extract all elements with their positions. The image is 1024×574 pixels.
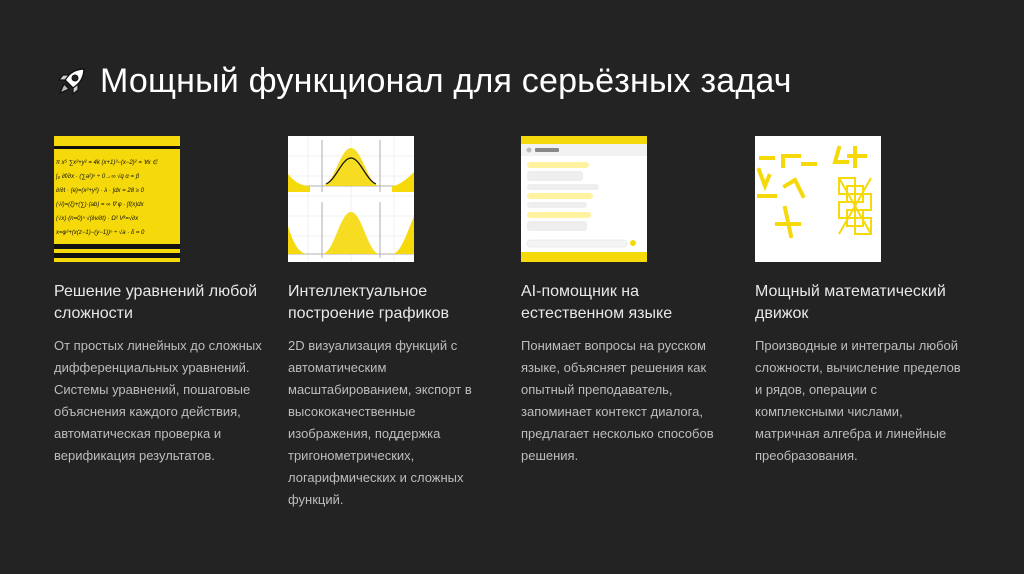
page-title: Мощный функционал для серьёзных задач — [100, 62, 792, 100]
graphs-thumbnail — [288, 136, 414, 262]
svg-text:x=φ²+(x(z−1)−(y−1))ⁿ ÷ √a · δ: x=φ²+(x(z−1)−(y−1))ⁿ ÷ √a · δ = 0 — [56, 230, 145, 236]
svg-text:(√x)·(n=0)ⁿ √(∂v/∂t) · Ω² Vᵏ=√: (√x)·(n=0)ⁿ √(∂v/∂t) · Ω² Vᵏ=√∂x — [56, 216, 139, 222]
svg-text:π x⁵ ∑x²+y² = 4k (x+1)³−(x−2: π x⁵ ∑x²+y² = 4k (x+1)³−(x−2)² = ∀x ∈ — [56, 160, 158, 166]
svg-text:(√i)=(ξ)+(∑)·(ab) = ∞ ∇ φ · ∫f: (√i)=(ξ)+(∑)·(ab) = ∞ ∇ φ · ∫f(x)dx — [56, 202, 144, 208]
card-title: Решение уравнений любой сложности — [54, 283, 258, 322]
math-engine-thumbnail — [755, 136, 881, 262]
feature-card-equations — [54, 136, 274, 467]
card-description: Понимает вопросы на русском языке, объясняет решения как опытный преподаватель, запоминает контекст диалога, предлагает несколько способов решения. — [521, 338, 714, 463]
equations-thumbnail — [54, 136, 180, 262]
card-title: AI-помощник на естественном языке — [521, 283, 673, 322]
card-title: Интеллектуальное построение графиков — [288, 283, 450, 322]
ai-chat-thumbnail — [521, 136, 647, 262]
rocket-icon — [54, 65, 88, 99]
header — [54, 62, 792, 101]
feature-card-graphs — [288, 136, 508, 511]
card-description: Производные и интегралы любой сложности, вычисление пределов и рядов, операции с комплексными числами, матричная алгебра и линейные преобразования. — [755, 338, 961, 463]
card-description: 2D визуализация функций с автоматическим масштабированием, экспорт в высококачественные изображения, поддержка тригонометрических, логарифмических и сложных функций. — [288, 338, 472, 507]
feature-card-ai — [521, 136, 741, 467]
svg-text:∂/∂t · (e)=(x²+y²) · λ · ∫dx =: ∂/∂t · (e)=(x²+y²) · λ · ∫dx = 28 ≥ 0 — [56, 188, 145, 194]
card-description: От простых линейных до сложных дифференциальных уравнений. Системы уравнений, пошаговые объяснения каждого действия, автоматическая проверка и верификация результатов. — [54, 338, 262, 463]
card-title: Мощный математический движок — [755, 283, 946, 322]
svg-text:∫₀ ∂f/∂x · (∑a²)ⁿ ÷ 0→∞ √q α: ∫₀ ∂f/∂x · (∑a²)ⁿ ÷ 0→∞ √q α = β — [56, 174, 140, 180]
feature-card-engine — [755, 136, 975, 467]
